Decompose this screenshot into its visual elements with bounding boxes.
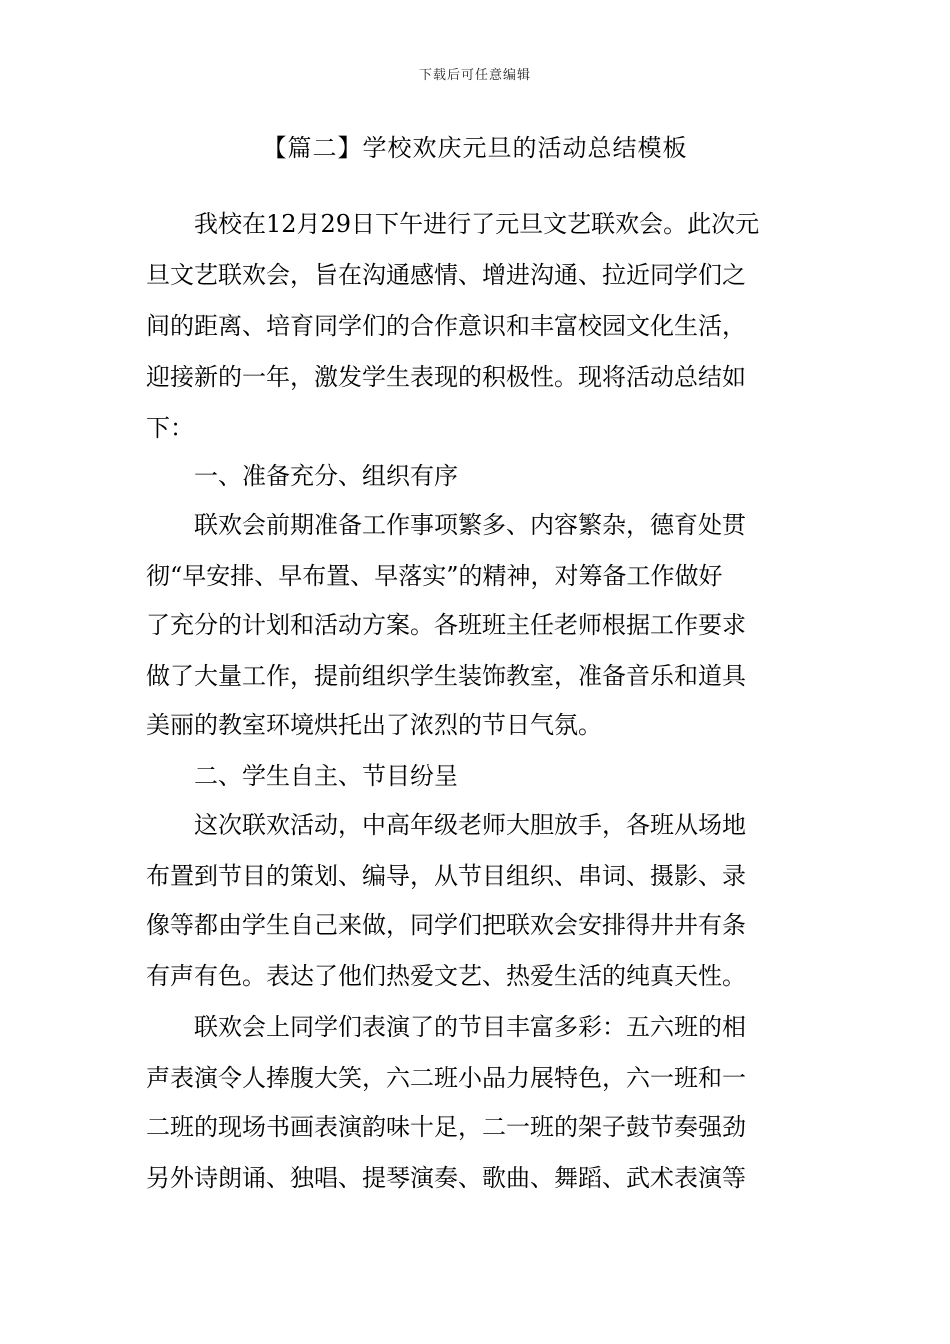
document-title: 【篇二】学校欢庆元旦的活动总结模板 (262, 134, 688, 162)
paragraph-line: 了充分的计划和活动方案。各班班主任老师根据工作要求 (146, 611, 746, 639)
paragraph-line: 像等都由学生自己来做，同学们把联欢会安排得井井有条 (146, 911, 746, 939)
paragraph-line: 声表演令人捧腹大笑，六二班小品力展特色，六一班和一 (146, 1064, 746, 1092)
paragraph-line: 做了大量工作，提前组织学生装饰教室，准备音乐和道具 (146, 662, 746, 690)
paragraph-line: 联欢会前期准备工作事项繁多、内容繁杂，德育处贯 (194, 511, 746, 539)
paragraph-line: 我校在12月29日下午进行了元旦文艺联欢会。此次元 (194, 210, 760, 238)
paragraph-line: 彻“早安排、早布置、早落实”的精神，对筹备工作做好 (146, 562, 723, 590)
paragraph-line: 联欢会上同学们表演了的节目丰富多彩：五六班的相 (194, 1013, 746, 1041)
paragraph-line: 布置到节目的策划、编导，从节目组织、串词、摄影、录 (146, 862, 746, 890)
paragraph-line: 这次联欢活动，中高年级老师大胆放手，各班从场地 (194, 811, 746, 839)
paragraph-line: 间的距离、培育同学们的合作意识和丰富校园文化生活， (146, 312, 746, 340)
paragraph-line: 旦文艺联欢会，旨在沟通感情、增进沟通、拉近同学们之 (146, 261, 746, 289)
section-heading: 一、准备充分、组织有序 (194, 462, 458, 490)
paragraph-line: 另外诗朗诵、独唱、提琴演奏、歌曲、舞蹈、武术表演等 (146, 1164, 746, 1192)
section-heading: 二、学生自主、节目纷呈 (194, 762, 458, 790)
paragraph-line: 下： (146, 414, 194, 442)
paragraph-line: 二班的现场书画表演韵味十足，二一班的架子鼓节奏强劲 (146, 1113, 746, 1141)
header-note: 下载后可任意编辑 (418, 68, 531, 83)
paragraph-line: 有声有色。表达了他们热爱文艺、热爱生活的纯真天性。 (146, 962, 746, 990)
paragraph-line: 美丽的教室环境烘托出了浓烈的节日气氛。 (146, 711, 602, 739)
paragraph-line: 迎接新的一年，激发学生表现的积极性。现将活动总结如 (146, 363, 746, 391)
